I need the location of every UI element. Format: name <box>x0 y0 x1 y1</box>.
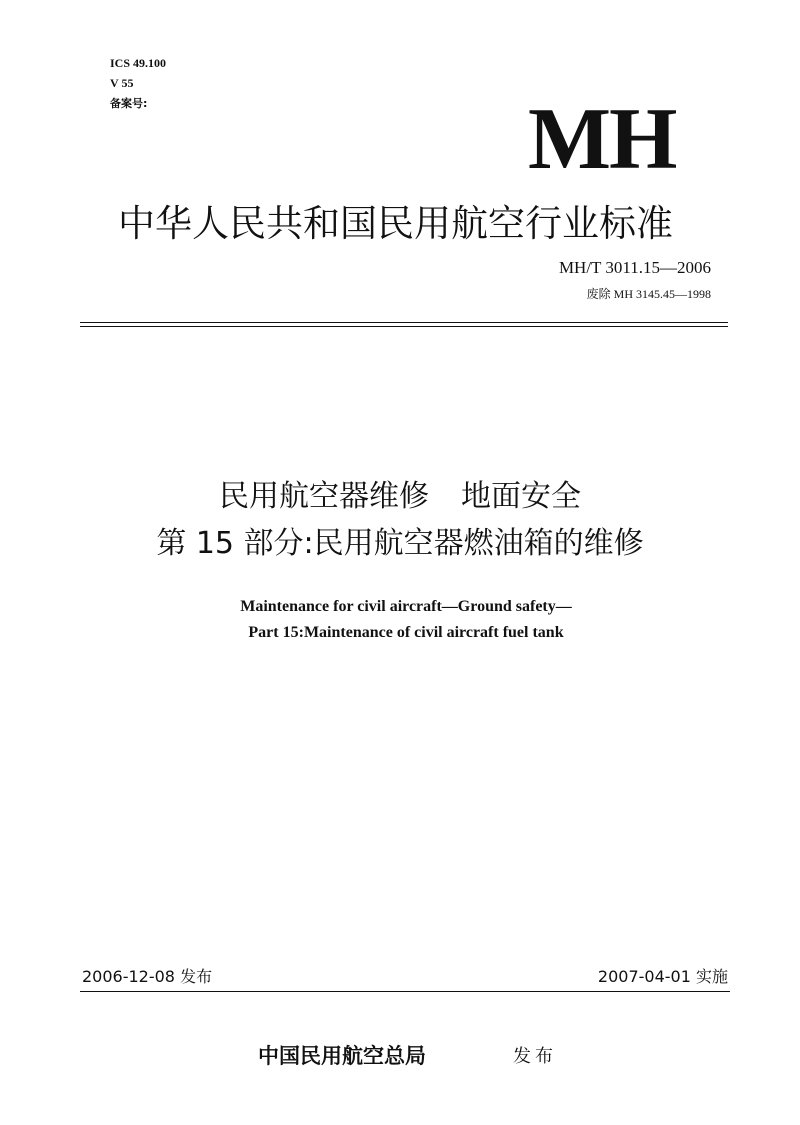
chinese-title-part-2: 地面安全 <box>461 479 581 514</box>
mh-logo: MH <box>528 91 676 188</box>
chinese-title-line-2: 第 15 部分:民用航空器燃油箱的维修 <box>156 526 644 561</box>
filing-number-label: 备案号: <box>110 97 148 110</box>
footer-divider <box>80 991 730 992</box>
replaces-standard: 废除 MH 3145.45—1998 <box>586 287 711 301</box>
chinese-title-part-1: 民用航空器维修 <box>219 479 429 514</box>
chinese-title-line-1 <box>0 479 800 515</box>
header-divider <box>80 322 728 327</box>
standard-number: MH/T 3011.15—2006 <box>558 258 711 277</box>
implementation-date: 2007-04-01 实施 <box>597 967 728 986</box>
standard-category-title: 中华人民共和国民用航空行业标准 <box>118 202 673 245</box>
english-title-line-2: Part 15:Maintenance of civil aircraft fuel tank <box>248 624 564 641</box>
issuing-authority: 中国民用航空总局 <box>258 1044 426 1068</box>
issue-date: 2006-12-08 发布 <box>82 967 213 986</box>
ccs-code: V 55 <box>110 76 134 90</box>
english-title-line-1: Maintenance for civil aircraft—Ground safety— <box>240 598 572 615</box>
ics-code: ICS 49.100 <box>110 56 167 70</box>
issued-label: 发布 <box>513 1046 557 1067</box>
